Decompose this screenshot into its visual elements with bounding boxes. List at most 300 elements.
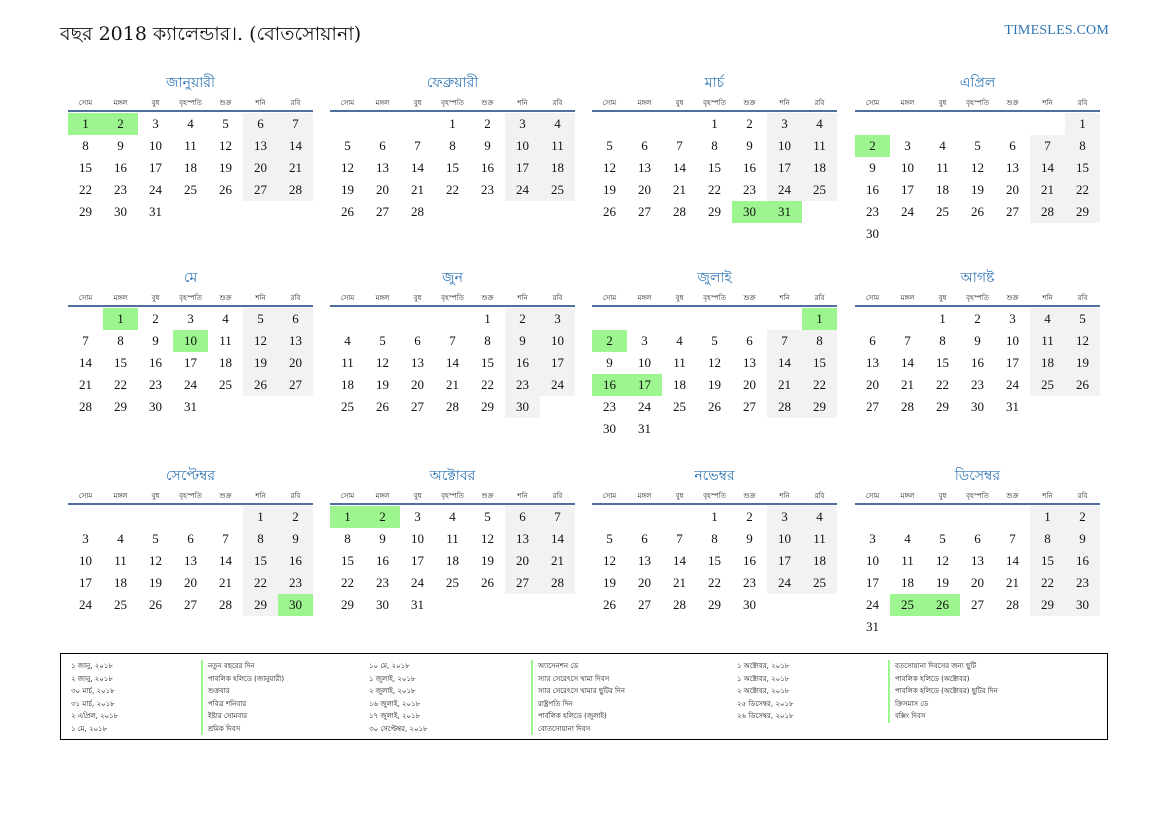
day-cell[interactable]: 9 <box>117 138 124 153</box>
day-cell[interactable]: 7 <box>449 333 456 348</box>
day-cell[interactable]: 27 <box>411 399 424 414</box>
day-cell[interactable]: 22 <box>243 572 278 594</box>
day-cell[interactable]: 7 <box>278 113 313 135</box>
day-cell[interactable]: 4 <box>1030 308 1065 330</box>
day-cell[interactable]: 25 <box>184 182 197 197</box>
holiday-day-cell[interactable]: 25 <box>890 594 925 616</box>
day-cell[interactable]: 24 <box>767 572 802 594</box>
day-cell[interactable]: 18 <box>219 355 232 370</box>
day-cell[interactable]: 3 <box>414 509 421 524</box>
day-cell[interactable]: 16 <box>278 550 313 572</box>
day-cell[interactable]: 7 <box>222 531 229 546</box>
day-cell[interactable]: 6 <box>414 333 421 348</box>
day-cell[interactable]: 13 <box>184 553 197 568</box>
day-cell[interactable]: 11 <box>802 135 837 157</box>
day-cell[interactable]: 14 <box>1006 553 1019 568</box>
day-cell[interactable]: 18 <box>114 575 127 590</box>
day-cell[interactable]: 8 <box>802 330 837 352</box>
day-cell[interactable]: 13 <box>376 160 389 175</box>
day-cell[interactable]: 28 <box>446 399 459 414</box>
day-cell[interactable]: 5 <box>1065 308 1100 330</box>
day-cell[interactable]: 13 <box>411 355 424 370</box>
day-cell[interactable]: 3 <box>641 333 648 348</box>
day-cell[interactable]: 18 <box>446 553 459 568</box>
day-cell[interactable]: 19 <box>243 352 278 374</box>
holiday-day-cell[interactable]: 1 <box>103 308 138 330</box>
day-cell[interactable]: 21 <box>540 550 575 572</box>
day-cell[interactable]: 17 <box>1006 355 1019 370</box>
day-cell[interactable]: 16 <box>481 160 494 175</box>
day-cell[interactable]: 9 <box>1065 528 1100 550</box>
day-cell[interactable]: 30 <box>603 421 616 436</box>
day-cell[interactable]: 22 <box>936 377 949 392</box>
day-cell[interactable]: 29 <box>114 399 127 414</box>
day-cell[interactable]: 15 <box>243 550 278 572</box>
day-cell[interactable]: 20 <box>866 377 879 392</box>
day-cell[interactable]: 7 <box>1009 531 1016 546</box>
day-cell[interactable]: 22 <box>802 374 837 396</box>
day-cell[interactable]: 16 <box>743 553 756 568</box>
day-cell[interactable]: 19 <box>376 377 389 392</box>
day-cell[interactable]: 6 <box>187 531 194 546</box>
day-cell[interactable]: 26 <box>149 597 162 612</box>
day-cell[interactable]: 28 <box>79 399 92 414</box>
day-cell[interactable]: 29 <box>802 396 837 418</box>
day-cell[interactable]: 15 <box>481 355 494 370</box>
day-cell[interactable]: 27 <box>866 399 879 414</box>
day-cell[interactable]: 25 <box>936 204 949 219</box>
day-cell[interactable]: 20 <box>971 575 984 590</box>
day-cell[interactable]: 2 <box>1065 506 1100 528</box>
day-cell[interactable]: 10 <box>79 553 92 568</box>
day-cell[interactable]: 28 <box>767 396 802 418</box>
day-cell[interactable]: 22 <box>341 575 354 590</box>
day-cell[interactable]: 15 <box>79 160 92 175</box>
day-cell[interactable]: 16 <box>505 352 540 374</box>
day-cell[interactable]: 2 <box>484 116 491 131</box>
day-cell[interactable]: 31 <box>638 421 651 436</box>
day-cell[interactable]: 13 <box>743 355 756 370</box>
day-cell[interactable]: 23 <box>278 572 313 594</box>
day-cell[interactable]: 15 <box>114 355 127 370</box>
day-cell[interactable]: 9 <box>484 138 491 153</box>
day-cell[interactable]: 3 <box>187 311 194 326</box>
day-cell[interactable]: 12 <box>243 330 278 352</box>
day-cell[interactable]: 16 <box>149 355 162 370</box>
day-cell[interactable]: 27 <box>971 597 984 612</box>
day-cell[interactable]: 23 <box>1065 572 1100 594</box>
day-cell[interactable]: 1 <box>711 116 718 131</box>
day-cell[interactable]: 16 <box>866 182 879 197</box>
day-cell[interactable]: 31 <box>1006 399 1019 414</box>
day-cell[interactable]: 9 <box>505 330 540 352</box>
day-cell[interactable]: 13 <box>243 135 278 157</box>
day-cell[interactable]: 21 <box>219 575 232 590</box>
day-cell[interactable]: 19 <box>603 575 616 590</box>
day-cell[interactable]: 12 <box>603 553 616 568</box>
day-cell[interactable]: 29 <box>481 399 494 414</box>
day-cell[interactable]: 21 <box>901 377 914 392</box>
day-cell[interactable]: 1 <box>449 116 456 131</box>
day-cell[interactable]: 27 <box>184 597 197 612</box>
day-cell[interactable]: 18 <box>1030 352 1065 374</box>
day-cell[interactable]: 17 <box>866 575 879 590</box>
day-cell[interactable]: 20 <box>184 575 197 590</box>
day-cell[interactable]: 6 <box>1009 138 1016 153</box>
day-cell[interactable]: 12 <box>1065 330 1100 352</box>
day-cell[interactable]: 23 <box>603 399 616 414</box>
day-cell[interactable]: 15 <box>446 160 459 175</box>
holiday-day-cell[interactable]: 2 <box>365 506 400 528</box>
day-cell[interactable]: 16 <box>1065 550 1100 572</box>
day-cell[interactable]: 27 <box>638 597 651 612</box>
day-cell[interactable]: 14 <box>901 355 914 370</box>
day-cell[interactable]: 5 <box>711 333 718 348</box>
day-cell[interactable]: 31 <box>866 619 879 634</box>
day-cell[interactable]: 5 <box>939 531 946 546</box>
day-cell[interactable]: 19 <box>936 575 949 590</box>
day-cell[interactable]: 2 <box>152 311 159 326</box>
day-cell[interactable]: 6 <box>505 506 540 528</box>
day-cell[interactable]: 29 <box>708 597 721 612</box>
day-cell[interactable]: 28 <box>278 179 313 201</box>
day-cell[interactable]: 14 <box>219 553 232 568</box>
day-cell[interactable]: 22 <box>708 182 721 197</box>
day-cell[interactable]: 25 <box>341 399 354 414</box>
day-cell[interactable]: 28 <box>901 399 914 414</box>
day-cell[interactable]: 8 <box>711 138 718 153</box>
holiday-day-cell[interactable]: 26 <box>925 594 960 616</box>
day-cell[interactable]: 20 <box>505 550 540 572</box>
day-cell[interactable]: 22 <box>114 377 127 392</box>
day-cell[interactable]: 17 <box>184 355 197 370</box>
day-cell[interactable]: 17 <box>149 160 162 175</box>
day-cell[interactable]: 3 <box>82 531 89 546</box>
day-cell[interactable]: 5 <box>243 308 278 330</box>
day-cell[interactable]: 28 <box>673 204 686 219</box>
day-cell[interactable]: 15 <box>1030 550 1065 572</box>
day-cell[interactable]: 19 <box>1065 352 1100 374</box>
day-cell[interactable]: 2 <box>746 509 753 524</box>
day-cell[interactable]: 27 <box>243 179 278 201</box>
day-cell[interactable]: 8 <box>82 138 89 153</box>
day-cell[interactable]: 16 <box>971 355 984 370</box>
day-cell[interactable]: 18 <box>540 157 575 179</box>
day-cell[interactable]: 31 <box>149 204 162 219</box>
day-cell[interactable]: 21 <box>79 377 92 392</box>
day-cell[interactable]: 27 <box>1006 204 1019 219</box>
day-cell[interactable]: 26 <box>1065 374 1100 396</box>
day-cell[interactable]: 24 <box>184 377 197 392</box>
day-cell[interactable]: 7 <box>540 506 575 528</box>
holiday-day-cell[interactable]: 2 <box>103 113 138 135</box>
day-cell[interactable]: 14 <box>540 528 575 550</box>
day-cell[interactable]: 12 <box>219 138 232 153</box>
day-cell[interactable]: 29 <box>1030 594 1065 616</box>
day-cell[interactable]: 10 <box>767 135 802 157</box>
day-cell[interactable]: 7 <box>676 138 683 153</box>
day-cell[interactable]: 13 <box>1006 160 1019 175</box>
day-cell[interactable]: 30 <box>505 396 540 418</box>
day-cell[interactable]: 4 <box>939 138 946 153</box>
day-cell[interactable]: 23 <box>149 377 162 392</box>
day-cell[interactable]: 10 <box>540 330 575 352</box>
day-cell[interactable]: 5 <box>606 531 613 546</box>
day-cell[interactable]: 29 <box>936 399 949 414</box>
day-cell[interactable]: 10 <box>901 160 914 175</box>
day-cell[interactable]: 18 <box>901 575 914 590</box>
day-cell[interactable]: 10 <box>411 531 424 546</box>
day-cell[interactable]: 12 <box>376 355 389 370</box>
day-cell[interactable]: 13 <box>505 528 540 550</box>
day-cell[interactable]: 8 <box>1065 135 1100 157</box>
site-name[interactable]: TIMESLES.COM <box>1004 23 1109 38</box>
day-cell[interactable]: 3 <box>869 531 876 546</box>
day-cell[interactable]: 24 <box>79 597 92 612</box>
day-cell[interactable]: 11 <box>219 333 232 348</box>
day-cell[interactable]: 26 <box>219 182 232 197</box>
day-cell[interactable]: 7 <box>414 138 421 153</box>
day-cell[interactable]: 17 <box>767 550 802 572</box>
day-cell[interactable]: 26 <box>341 204 354 219</box>
day-cell[interactable]: 4 <box>802 506 837 528</box>
day-cell[interactable]: 17 <box>79 575 92 590</box>
day-cell[interactable]: 7 <box>1030 135 1065 157</box>
day-cell[interactable]: 21 <box>411 182 424 197</box>
day-cell[interactable]: 29 <box>1065 201 1100 223</box>
day-cell[interactable]: 30 <box>971 399 984 414</box>
day-cell[interactable]: 18 <box>802 157 837 179</box>
holiday-day-cell[interactable]: 16 <box>592 374 627 396</box>
day-cell[interactable]: 15 <box>341 553 354 568</box>
day-cell[interactable]: 3 <box>152 116 159 131</box>
day-cell[interactable]: 8 <box>484 333 491 348</box>
day-cell[interactable]: 17 <box>411 553 424 568</box>
day-cell[interactable]: 24 <box>540 374 575 396</box>
day-cell[interactable]: 10 <box>505 135 540 157</box>
day-cell[interactable]: 19 <box>603 182 616 197</box>
day-cell[interactable]: 30 <box>114 204 127 219</box>
day-cell[interactable]: 24 <box>901 204 914 219</box>
day-cell[interactable]: 27 <box>743 399 756 414</box>
day-cell[interactable]: 12 <box>341 160 354 175</box>
day-cell[interactable]: 15 <box>1065 157 1100 179</box>
day-cell[interactable]: 14 <box>446 355 459 370</box>
day-cell[interactable]: 28 <box>673 597 686 612</box>
holiday-day-cell[interactable]: 1 <box>330 506 365 528</box>
day-cell[interactable]: 6 <box>746 333 753 348</box>
day-cell[interactable]: 9 <box>606 355 613 370</box>
day-cell[interactable]: 4 <box>449 509 456 524</box>
day-cell[interactable]: 2 <box>746 116 753 131</box>
day-cell[interactable]: 19 <box>481 553 494 568</box>
day-cell[interactable]: 4 <box>540 113 575 135</box>
day-cell[interactable]: 25 <box>540 179 575 201</box>
day-cell[interactable]: 14 <box>411 160 424 175</box>
day-cell[interactable]: 17 <box>767 157 802 179</box>
day-cell[interactable]: 29 <box>243 594 278 616</box>
holiday-day-cell[interactable]: 2 <box>855 135 890 157</box>
day-cell[interactable]: 11 <box>901 553 914 568</box>
day-cell[interactable]: 14 <box>278 135 313 157</box>
holiday-day-cell[interactable]: 30 <box>278 594 313 616</box>
day-cell[interactable]: 8 <box>243 528 278 550</box>
day-cell[interactable]: 11 <box>936 160 949 175</box>
day-cell[interactable]: 4 <box>904 531 911 546</box>
day-cell[interactable]: 20 <box>243 157 278 179</box>
day-cell[interactable]: 28 <box>219 597 232 612</box>
day-cell[interactable]: 8 <box>711 531 718 546</box>
day-cell[interactable]: 1 <box>1065 113 1100 135</box>
day-cell[interactable]: 16 <box>376 553 389 568</box>
day-cell[interactable]: 21 <box>446 377 459 392</box>
day-cell[interactable]: 26 <box>376 399 389 414</box>
day-cell[interactable]: 2 <box>505 308 540 330</box>
day-cell[interactable]: 21 <box>1006 575 1019 590</box>
holiday-day-cell[interactable]: 1 <box>802 308 837 330</box>
day-cell[interactable]: 23 <box>866 204 879 219</box>
day-cell[interactable]: 5 <box>484 509 491 524</box>
day-cell[interactable]: 1 <box>939 311 946 326</box>
day-cell[interactable]: 31 <box>184 399 197 414</box>
day-cell[interactable]: 16 <box>743 160 756 175</box>
day-cell[interactable]: 20 <box>638 182 651 197</box>
day-cell[interactable]: 25 <box>114 597 127 612</box>
day-cell[interactable]: 10 <box>866 553 879 568</box>
day-cell[interactable]: 13 <box>638 160 651 175</box>
day-cell[interactable]: 30 <box>866 226 879 241</box>
day-cell[interactable]: 23 <box>114 182 127 197</box>
day-cell[interactable]: 1 <box>484 311 491 326</box>
day-cell[interactable]: 4 <box>676 333 683 348</box>
day-cell[interactable]: 23 <box>971 377 984 392</box>
day-cell[interactable]: 17 <box>901 182 914 197</box>
day-cell[interactable]: 20 <box>411 377 424 392</box>
holiday-day-cell[interactable]: 1 <box>68 113 103 135</box>
day-cell[interactable]: 8 <box>449 138 456 153</box>
day-cell[interactable]: 15 <box>708 553 721 568</box>
day-cell[interactable]: 6 <box>278 308 313 330</box>
day-cell[interactable]: 12 <box>971 160 984 175</box>
day-cell[interactable]: 19 <box>219 160 232 175</box>
day-cell[interactable]: 25 <box>802 179 837 201</box>
day-cell[interactable]: 4 <box>802 113 837 135</box>
day-cell[interactable]: 21 <box>673 575 686 590</box>
day-cell[interactable]: 27 <box>376 204 389 219</box>
day-cell[interactable]: 22 <box>79 182 92 197</box>
day-cell[interactable]: 9 <box>152 333 159 348</box>
day-cell[interactable]: 6 <box>869 333 876 348</box>
day-cell[interactable]: 4 <box>187 116 194 131</box>
day-cell[interactable]: 8 <box>117 333 124 348</box>
day-cell[interactable]: 26 <box>708 399 721 414</box>
day-cell[interactable]: 24 <box>149 182 162 197</box>
day-cell[interactable]: 14 <box>767 352 802 374</box>
day-cell[interactable]: 7 <box>82 333 89 348</box>
day-cell[interactable]: 2 <box>278 506 313 528</box>
day-cell[interactable]: 3 <box>767 113 802 135</box>
day-cell[interactable]: 9 <box>746 531 753 546</box>
day-cell[interactable]: 13 <box>866 355 879 370</box>
day-cell[interactable]: 28 <box>1030 201 1065 223</box>
day-cell[interactable]: 23 <box>481 182 494 197</box>
day-cell[interactable]: 13 <box>971 553 984 568</box>
day-cell[interactable]: 9 <box>379 531 386 546</box>
day-cell[interactable]: 13 <box>638 553 651 568</box>
day-cell[interactable]: 19 <box>149 575 162 590</box>
day-cell[interactable]: 23 <box>505 374 540 396</box>
day-cell[interactable]: 11 <box>802 528 837 550</box>
day-cell[interactable]: 27 <box>278 374 313 396</box>
day-cell[interactable]: 7 <box>767 330 802 352</box>
day-cell[interactable]: 27 <box>638 204 651 219</box>
day-cell[interactable]: 20 <box>743 377 756 392</box>
day-cell[interactable]: 5 <box>152 531 159 546</box>
day-cell[interactable]: 29 <box>341 597 354 612</box>
day-cell[interactable]: 3 <box>505 113 540 135</box>
day-cell[interactable]: 20 <box>638 575 651 590</box>
day-cell[interactable]: 1 <box>1030 506 1065 528</box>
day-cell[interactable]: 21 <box>673 182 686 197</box>
day-cell[interactable]: 11 <box>673 355 686 370</box>
day-cell[interactable]: 28 <box>1006 597 1019 612</box>
day-cell[interactable]: 30 <box>149 399 162 414</box>
day-cell[interactable]: 5 <box>606 138 613 153</box>
day-cell[interactable]: 24 <box>505 179 540 201</box>
day-cell[interactable]: 12 <box>603 160 616 175</box>
day-cell[interactable]: 26 <box>971 204 984 219</box>
day-cell[interactable]: 3 <box>767 506 802 528</box>
day-cell[interactable]: 14 <box>673 160 686 175</box>
day-cell[interactable]: 22 <box>1030 572 1065 594</box>
day-cell[interactable]: 29 <box>79 204 92 219</box>
day-cell[interactable]: 24 <box>767 179 802 201</box>
day-cell[interactable]: 16 <box>114 160 127 175</box>
day-cell[interactable]: 7 <box>904 333 911 348</box>
day-cell[interactable]: 30 <box>376 597 389 612</box>
day-cell[interactable]: 25 <box>673 399 686 414</box>
day-cell[interactable]: 28 <box>540 572 575 594</box>
day-cell[interactable]: 9 <box>869 160 876 175</box>
day-cell[interactable]: 14 <box>79 355 92 370</box>
day-cell[interactable]: 24 <box>638 399 651 414</box>
day-cell[interactable]: 11 <box>446 531 459 546</box>
day-cell[interactable]: 18 <box>341 377 354 392</box>
day-cell[interactable]: 5 <box>974 138 981 153</box>
day-cell[interactable]: 9 <box>746 138 753 153</box>
day-cell[interactable]: 23 <box>743 182 756 197</box>
day-cell[interactable]: 22 <box>446 182 459 197</box>
day-cell[interactable]: 6 <box>379 138 386 153</box>
day-cell[interactable]: 12 <box>708 355 721 370</box>
day-cell[interactable]: 26 <box>603 597 616 612</box>
day-cell[interactable]: 15 <box>708 160 721 175</box>
day-cell[interactable]: 21 <box>1030 179 1065 201</box>
day-cell[interactable]: 1 <box>243 506 278 528</box>
day-cell[interactable]: 23 <box>376 575 389 590</box>
day-cell[interactable]: 19 <box>341 182 354 197</box>
day-cell[interactable]: 4 <box>117 531 124 546</box>
day-cell[interactable]: 18 <box>802 550 837 572</box>
day-cell[interactable]: 22 <box>481 377 494 392</box>
day-cell[interactable]: 11 <box>184 138 197 153</box>
day-cell[interactable]: 31 <box>411 597 424 612</box>
day-cell[interactable]: 17 <box>540 352 575 374</box>
day-cell[interactable]: 9 <box>278 528 313 550</box>
day-cell[interactable]: 12 <box>149 553 162 568</box>
day-cell[interactable]: 13 <box>278 330 313 352</box>
day-cell[interactable]: 12 <box>936 553 949 568</box>
